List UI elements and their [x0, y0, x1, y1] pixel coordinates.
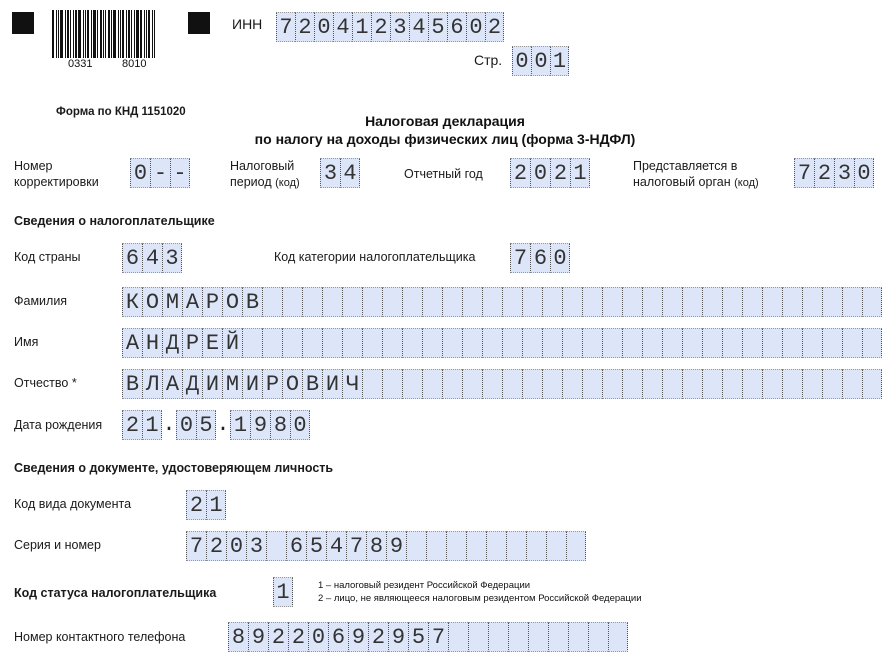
inn-label: ИНН: [232, 16, 263, 32]
field-cell: [862, 287, 882, 317]
field-cell: [262, 287, 282, 317]
field-cell: 1: [206, 490, 226, 520]
field-cell: А: [122, 328, 142, 358]
field-cell: 2: [550, 158, 570, 188]
field-cell: [842, 369, 862, 399]
field-cell: 0: [550, 243, 570, 273]
field-cell: 0: [226, 531, 246, 561]
patronymic-field[interactable]: [122, 369, 882, 399]
form-title-line2: по налогу на доходы физических лиц (форма 3-НДФЛ): [254, 131, 636, 147]
field-cell: [802, 328, 822, 358]
field-cell: В: [302, 369, 322, 399]
field-cell: [488, 622, 508, 652]
field-cell: [242, 328, 262, 358]
field-cell: [782, 369, 802, 399]
field-cell: [462, 287, 482, 317]
field-cell: [862, 369, 882, 399]
correction-label-line1: Номер: [14, 159, 53, 173]
field-cell: 3: [162, 243, 182, 273]
field-cell: [568, 622, 588, 652]
page-field[interactable]: [512, 46, 569, 76]
field-cell: [662, 328, 682, 358]
authority-label-line2: налоговый орган: [633, 175, 731, 189]
field-cell: [548, 622, 568, 652]
field-cell: 4: [409, 12, 428, 42]
barcode: [52, 10, 156, 58]
field-cell: [562, 287, 582, 317]
field-cell: [802, 369, 822, 399]
barcode-bar: [146, 10, 147, 58]
field-cell: А: [162, 369, 182, 399]
field-cell: 3: [320, 158, 340, 188]
field-cell: [462, 328, 482, 358]
barcode-bar: [52, 10, 54, 58]
field-cell: [722, 369, 742, 399]
field-cell: [442, 328, 462, 358]
period-label: [230, 158, 300, 191]
field-cell: 0: [308, 622, 328, 652]
field-cell: [382, 369, 402, 399]
field-cell: [442, 287, 462, 317]
field-cell: [502, 369, 522, 399]
field-cell: 7: [510, 243, 530, 273]
category-label: Код категории налогоплательщика: [274, 250, 476, 264]
field-cell: 0: [530, 158, 550, 188]
barcode-bar: [65, 10, 66, 58]
field-cell: [602, 287, 622, 317]
field-cell: 7: [794, 158, 814, 188]
field-cell: [482, 328, 502, 358]
field-cell: Д: [182, 369, 202, 399]
document-section-title: Сведения о документе, удостоверяющем личность: [14, 461, 334, 475]
phone-field[interactable]: [228, 622, 628, 652]
year-field[interactable]: [510, 158, 590, 188]
field-cell: [362, 369, 382, 399]
field-cell: Л: [142, 369, 162, 399]
correction-label: [14, 158, 99, 190]
page-label: Стр.: [474, 52, 503, 68]
field-cell: -: [170, 158, 190, 188]
status-label: Код статуса налогоплательщика: [14, 586, 217, 600]
barcode-bar: [103, 10, 104, 58]
barcode-bar: [85, 10, 86, 58]
field-cell: 4: [340, 158, 360, 188]
field-cell: [682, 287, 702, 317]
field-cell: О: [142, 287, 162, 317]
barcode-number-right: 8010: [122, 58, 147, 70]
field-cell: [422, 369, 442, 399]
field-cell: 1: [273, 577, 293, 607]
authority-field[interactable]: [794, 158, 874, 188]
taxpayer-section-title: Сведения о налогоплательщике: [14, 214, 215, 228]
field-cell: [302, 287, 322, 317]
field-cell: [282, 287, 302, 317]
birth-date-separator: .: [162, 410, 176, 440]
birth-date-field[interactable]: [122, 410, 310, 440]
field-cell: [382, 287, 402, 317]
patronymic-label: Отчество *: [14, 376, 77, 390]
period-label-line1: Налоговый: [230, 159, 295, 173]
field-cell: [582, 287, 602, 317]
field-cell: [508, 622, 528, 652]
field-cell: 2: [510, 158, 530, 188]
field-cell: 6: [286, 531, 306, 561]
field-cell: [522, 328, 542, 358]
field-cell: [742, 369, 762, 399]
field-cell: 3: [834, 158, 854, 188]
status-field[interactable]: [273, 577, 293, 607]
field-cell: 2: [186, 490, 206, 520]
document-number-label: Серия и номер: [14, 538, 101, 552]
field-cell: 5: [428, 12, 447, 42]
field-cell: [642, 369, 662, 399]
field-cell: 0: [176, 410, 196, 440]
field-cell: [528, 622, 548, 652]
field-cell: [402, 287, 422, 317]
barcode-bar: [100, 10, 102, 58]
barcode-bar: [58, 10, 59, 58]
barcode-bar: [60, 10, 63, 58]
barcode-bar: [73, 10, 74, 58]
field-cell: [622, 369, 642, 399]
field-cell: Н: [142, 328, 162, 358]
field-cell: [466, 531, 486, 561]
field-cell: 0: [512, 46, 531, 76]
field-cell: 2: [371, 12, 390, 42]
field-cell: [282, 328, 302, 358]
period-label-line2: период: [230, 175, 272, 189]
field-cell: [542, 287, 562, 317]
field-cell: 0: [314, 12, 333, 42]
field-cell: 4: [326, 531, 346, 561]
field-cell: В: [242, 287, 262, 317]
authority-label: [633, 158, 759, 191]
field-cell: [602, 369, 622, 399]
correction-field[interactable]: [130, 158, 190, 188]
barcode-bar: [108, 10, 110, 58]
field-cell: 0: [531, 46, 550, 76]
document-type-label: Код вида документа: [14, 497, 132, 511]
field-cell: 9: [348, 622, 368, 652]
surname-label: Фамилия: [14, 294, 68, 308]
field-cell: [468, 622, 488, 652]
field-cell: [502, 328, 522, 358]
barcode-bar: [118, 10, 119, 58]
field-cell: 0: [130, 158, 150, 188]
field-cell: 1: [352, 12, 371, 42]
field-cell: [782, 287, 802, 317]
field-cell: [482, 369, 502, 399]
field-cell: [446, 531, 466, 561]
birth-month-field[interactable]: [176, 410, 216, 440]
field-cell: 4: [142, 243, 162, 273]
field-cell: 1: [230, 410, 250, 440]
field-cell: [522, 369, 542, 399]
surname-field[interactable]: [122, 287, 882, 317]
field-cell: 6: [328, 622, 348, 652]
barcode-bar: [87, 10, 89, 58]
field-cell: Д: [162, 328, 182, 358]
barcode-bar: [83, 10, 84, 58]
field-cell: [842, 328, 862, 358]
field-cell: [762, 328, 782, 358]
field-cell: 1: [142, 410, 162, 440]
field-cell: [402, 369, 422, 399]
barcode-bar: [91, 10, 92, 58]
field-cell: 2: [288, 622, 308, 652]
field-cell: 0: [290, 410, 310, 440]
barcode-bar: [75, 10, 77, 58]
field-cell: Р: [202, 287, 222, 317]
field-cell: [362, 287, 382, 317]
field-cell: [542, 328, 562, 358]
field-cell: 9: [388, 622, 408, 652]
barcode-bar: [148, 10, 150, 58]
status-note-2: 2 – лицо, не являющееся налоговым резидентом Российской Федерации: [318, 593, 642, 604]
barcode-bar: [128, 10, 130, 58]
period-field[interactable]: [320, 158, 360, 188]
field-cell: [582, 369, 602, 399]
field-cell: [722, 287, 742, 317]
field-cell: [862, 328, 882, 358]
field-cell: [442, 369, 462, 399]
field-cell: [422, 328, 442, 358]
field-cell: [266, 531, 286, 561]
field-cell: [702, 369, 722, 399]
document-type-field[interactable]: [186, 490, 226, 520]
field-cell: 3: [390, 12, 409, 42]
field-cell: [402, 328, 422, 358]
year-label: Отчетный год: [404, 167, 483, 181]
barcode-bar: [140, 10, 142, 58]
field-cell: [562, 328, 582, 358]
corner-marker-left: [12, 12, 34, 34]
field-cell: 1: [550, 46, 569, 76]
barcode-bar: [134, 10, 135, 58]
field-cell: [762, 287, 782, 317]
field-cell: Р: [262, 369, 282, 399]
field-cell: 6: [530, 243, 550, 273]
field-cell: [406, 531, 426, 561]
barcode-bar: [93, 10, 96, 58]
field-cell: [582, 328, 602, 358]
field-cell: -: [150, 158, 170, 188]
barcode-bar: [70, 10, 71, 58]
field-cell: [702, 328, 722, 358]
field-cell: [462, 369, 482, 399]
field-cell: [382, 328, 402, 358]
field-cell: 2: [122, 410, 142, 440]
field-cell: 1: [570, 158, 590, 188]
field-cell: [842, 287, 862, 317]
field-cell: 7: [428, 622, 448, 652]
field-cell: Р: [182, 328, 202, 358]
field-cell: [502, 287, 522, 317]
field-cell: 2: [206, 531, 226, 561]
category-field[interactable]: [510, 243, 570, 273]
field-cell: Й: [222, 328, 242, 358]
barcode-bar: [154, 10, 155, 58]
field-cell: [342, 328, 362, 358]
field-cell: 2: [368, 622, 388, 652]
field-cell: 7: [186, 531, 206, 561]
field-cell: [342, 287, 362, 317]
field-cell: [622, 328, 642, 358]
barcode-bar: [131, 10, 132, 58]
birth-year-field[interactable]: [230, 410, 310, 440]
field-cell: 4: [333, 12, 352, 42]
field-cell: 6: [447, 12, 466, 42]
field-cell: 9: [250, 410, 270, 440]
field-cell: [742, 328, 762, 358]
field-cell: 2: [268, 622, 288, 652]
phone-label: Номер контактного телефона: [14, 630, 186, 644]
field-cell: [448, 622, 468, 652]
field-cell: [542, 369, 562, 399]
field-cell: 8: [366, 531, 386, 561]
authority-label-line1: Представляется в: [633, 159, 738, 173]
field-cell: О: [282, 369, 302, 399]
country-label: Код страны: [14, 250, 81, 264]
field-cell: 2: [814, 158, 834, 188]
field-cell: [822, 328, 842, 358]
period-label-code: (код): [275, 177, 300, 189]
barcode-bar: [152, 10, 153, 58]
field-cell: [526, 531, 546, 561]
authority-label-code: (код): [734, 177, 759, 189]
field-cell: 3: [246, 531, 266, 561]
birth-date-separator: .: [216, 410, 230, 440]
field-cell: И: [322, 369, 342, 399]
field-cell: [782, 328, 802, 358]
inn-field[interactable]: [276, 12, 504, 42]
barcode-bar: [136, 10, 139, 58]
field-cell: [506, 531, 526, 561]
barcode-bar: [122, 10, 124, 58]
field-cell: М: [162, 287, 182, 317]
field-cell: [608, 622, 628, 652]
field-cell: [422, 287, 442, 317]
field-cell: И: [202, 369, 222, 399]
field-cell: [722, 328, 742, 358]
field-cell: [482, 287, 502, 317]
document-number-field[interactable]: [186, 531, 586, 561]
field-cell: 0: [854, 158, 874, 188]
field-cell: 8: [228, 622, 248, 652]
field-cell: [602, 328, 622, 358]
name-field[interactable]: [122, 328, 882, 358]
field-cell: [682, 328, 702, 358]
name-label: Имя: [14, 335, 39, 349]
barcode-bar: [67, 10, 69, 58]
field-cell: 7: [346, 531, 366, 561]
field-cell: [702, 287, 722, 317]
field-cell: [642, 287, 662, 317]
field-cell: [302, 328, 322, 358]
barcode-bar: [144, 10, 145, 58]
field-cell: М: [222, 369, 242, 399]
field-cell: [486, 531, 506, 561]
field-cell: [822, 369, 842, 399]
field-cell: [822, 287, 842, 317]
form-knd: Форма по КНД 1151020: [56, 106, 186, 118]
field-cell: [622, 287, 642, 317]
field-cell: 5: [408, 622, 428, 652]
field-cell: 0: [466, 12, 485, 42]
field-cell: [546, 531, 566, 561]
barcode-bar: [105, 10, 106, 58]
status-note-1: 1 – налоговый резидент Российской Федерации: [318, 580, 531, 591]
field-cell: [802, 287, 822, 317]
field-cell: [762, 369, 782, 399]
corner-marker-right: [188, 12, 210, 34]
field-cell: 7: [276, 12, 295, 42]
field-cell: [262, 328, 282, 358]
field-cell: [742, 287, 762, 317]
correction-label-line2: корректировки: [14, 175, 99, 189]
field-cell: 9: [248, 622, 268, 652]
field-cell: 6: [122, 243, 142, 273]
barcode-bar: [56, 10, 57, 58]
birth-day-field[interactable]: [122, 410, 162, 440]
field-cell: [362, 328, 382, 358]
field-cell: 2: [485, 12, 504, 42]
barcode-bar: [111, 10, 112, 58]
field-cell: Е: [202, 328, 222, 358]
field-cell: [642, 328, 662, 358]
barcode-bar: [97, 10, 98, 58]
birth-date-label: Дата рождения: [14, 418, 103, 432]
field-cell: В: [122, 369, 142, 399]
form-title-line1: Налоговая декларация: [365, 113, 525, 129]
field-cell: К: [122, 287, 142, 317]
country-field[interactable]: [122, 243, 182, 273]
barcode-number-left: 0331: [68, 58, 93, 70]
field-cell: А: [182, 287, 202, 317]
field-cell: 5: [306, 531, 326, 561]
field-cell: 9: [386, 531, 406, 561]
field-cell: [322, 328, 342, 358]
barcode-bar: [126, 10, 127, 58]
field-cell: [426, 531, 446, 561]
field-cell: И: [242, 369, 262, 399]
barcode-bar: [120, 10, 121, 58]
barcode-bar: [78, 10, 81, 58]
field-cell: Ч: [342, 369, 362, 399]
field-cell: [662, 287, 682, 317]
field-cell: [588, 622, 608, 652]
field-cell: [566, 531, 586, 561]
field-cell: [662, 369, 682, 399]
field-cell: 2: [295, 12, 314, 42]
field-cell: 5: [196, 410, 216, 440]
field-cell: [562, 369, 582, 399]
barcode-bar: [113, 10, 116, 58]
field-cell: 8: [270, 410, 290, 440]
field-cell: [682, 369, 702, 399]
field-cell: [322, 287, 342, 317]
field-cell: [522, 287, 542, 317]
field-cell: О: [222, 287, 242, 317]
